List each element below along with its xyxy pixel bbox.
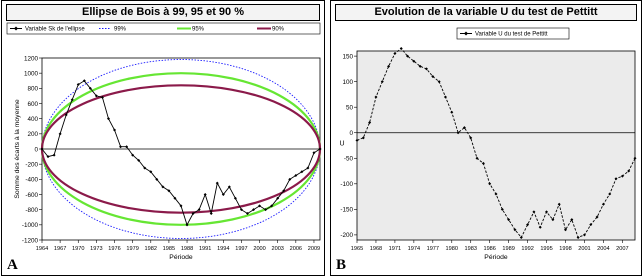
y-tick-label: 600: [27, 100, 38, 108]
y-tick-label: 400: [27, 115, 38, 123]
x-tick-label: 2007: [616, 246, 629, 252]
x-tick-label: 1985: [162, 246, 176, 252]
x-tick-label: 1986: [483, 246, 496, 252]
legend-label: 90%: [272, 26, 285, 33]
x-tick-label: 1997: [235, 246, 248, 252]
y-tick-label: 1200: [23, 55, 38, 63]
y-tick-label: 0: [34, 146, 38, 154]
y-tick-label: 50: [345, 104, 353, 112]
legend-label: 99%: [114, 26, 127, 33]
x-tick-label: 2003: [271, 246, 284, 252]
chart-panel-a: [1, 0, 325, 276]
x-tick-label: 2006: [289, 246, 303, 252]
y-tick-label: -50: [343, 155, 353, 163]
y-tick-label: -100: [340, 181, 353, 189]
panel-letter-b: B: [336, 257, 347, 273]
x-tick-label: 1983: [464, 246, 477, 252]
x-tick-label: 1982: [144, 246, 158, 252]
panel-letter-a: A: [7, 257, 18, 273]
y-tick-label: -200: [25, 161, 38, 169]
x-tick-label: 1970: [72, 246, 85, 252]
x-axis-label: Période: [484, 254, 508, 261]
x-tick-label: 1974: [407, 246, 421, 252]
chart-panel-b: [330, 0, 642, 276]
y-tick-label: 0: [349, 130, 353, 138]
y-tick-label: 1000: [23, 70, 38, 78]
x-tick-label: 1991: [198, 246, 212, 252]
legend-label: Variable U du test de Pettitt: [475, 31, 548, 38]
y-tick-label: 800: [27, 85, 38, 93]
y-tick-label: 150: [342, 53, 353, 61]
y-tick-label: -400: [25, 176, 38, 184]
chart-a-title: Ellipse de Bois à 99, 95 et 90 %: [6, 4, 320, 21]
y-tick-label: -200: [340, 232, 353, 240]
x-tick-label: 1971: [388, 246, 402, 252]
y-tick-label: -1000: [21, 222, 38, 230]
x-tick-label: 1989: [502, 246, 515, 252]
chart-b-title: Evolution de la variable U du test de Pettitt: [335, 4, 637, 21]
legend-label: Variable Sk de l'ellipse: [25, 26, 85, 33]
y-axis-label: Somme des écarts à la moyenne: [14, 99, 21, 199]
series-point: [400, 47, 403, 50]
y-tick-label: -150: [340, 206, 353, 214]
x-tick-label: 1976: [108, 246, 121, 252]
x-tick-label: 1980: [445, 246, 458, 252]
y-tick-label: -1200: [21, 237, 38, 245]
y-tick-label: 200: [27, 131, 38, 139]
x-tick-label: 1995: [540, 246, 553, 252]
y-tick-label: -600: [25, 191, 38, 199]
chart-a-plot: [2, 1, 326, 277]
y-tick-label: 100: [342, 78, 353, 86]
x-tick-label: 1967: [53, 246, 67, 252]
y-axis-label: U: [339, 140, 345, 148]
chart-b-plot: [331, 1, 643, 277]
x-axis-label: Période: [169, 254, 193, 261]
x-tick-label: 2004: [597, 246, 610, 252]
x-tick-label: 1992: [521, 246, 534, 252]
x-tick-label: 1998: [559, 246, 572, 252]
legend-label: 95%: [192, 26, 205, 33]
x-tick-label: 1968: [369, 246, 383, 252]
y-tick-label: -800: [25, 206, 38, 214]
x-tick-label: 1964: [35, 246, 49, 252]
x-tick-label: 2009: [307, 246, 321, 252]
x-tick-label: 1988: [180, 246, 194, 252]
x-tick-label: 1994: [217, 246, 230, 252]
plot-area: [357, 51, 635, 240]
x-tick-label: 1965: [350, 246, 364, 252]
x-tick-label: 1977: [426, 246, 440, 252]
x-tick-label: 1979: [126, 246, 139, 252]
x-tick-label: 2001: [578, 246, 591, 252]
x-tick-label: 2000: [253, 246, 266, 252]
x-tick-label: 1973: [90, 246, 103, 252]
